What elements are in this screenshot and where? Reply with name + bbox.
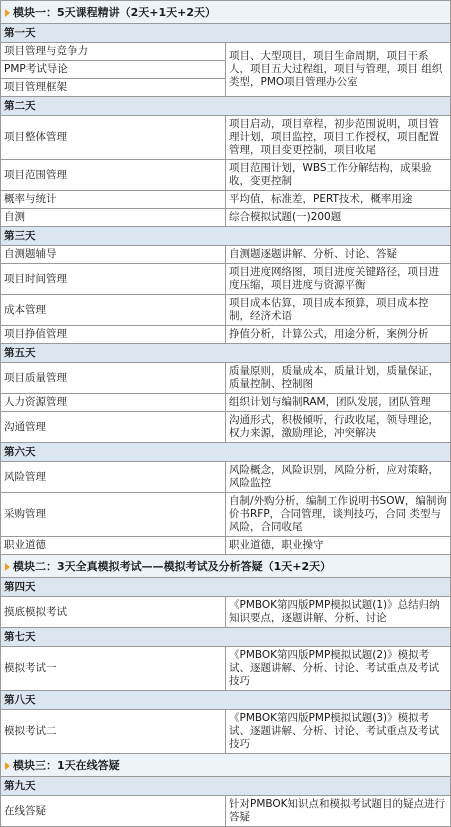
table-row xyxy=(1,116,451,160)
day-title: 第六天 xyxy=(1,443,451,462)
content-cell: 质量原则，质量成本，质量计划，质量保证，质量控制、控制图 xyxy=(226,363,451,394)
content-cell: 综合模拟试题(一)200题 xyxy=(226,209,451,227)
content-cell: 《PMBOK第四版PMP模拟试题(1)》总结归纳知识要点，逐题讲解、分析、讨论 xyxy=(226,597,451,628)
topic-cell: 项目管理与竞争力 xyxy=(1,43,226,61)
day-title: 第九天 xyxy=(1,777,451,796)
table-row xyxy=(1,394,451,412)
table-row xyxy=(1,264,451,295)
content-cell: 《PMBOK第四版PMP模拟试题(2)》模拟考试、逐题讲解、分析、讨论、考试重点及考试技巧 xyxy=(226,647,451,691)
day-title: 第七天 xyxy=(1,628,451,647)
content-cell: 组织计划与编制RAM，团队发展，团队管理 xyxy=(226,394,451,412)
topic-cell: 项目时间管理 xyxy=(1,264,226,295)
day-title: 第三天 xyxy=(1,227,451,246)
day-header-row xyxy=(1,443,451,462)
topic-cell: 风险管理 xyxy=(1,462,226,493)
content-cell: 平均值，标准差，PERT技术，概率用途 xyxy=(226,191,451,209)
topic-cell: 摸底模拟考试 xyxy=(1,597,226,628)
topic-cell: 项目挣值管理 xyxy=(1,326,226,344)
day-header-row xyxy=(1,344,451,363)
module-title: 模块三：1天在线答疑 xyxy=(13,758,120,772)
table-row xyxy=(1,43,451,61)
topic-cell: 自测 xyxy=(1,209,226,227)
content-cell: 《PMBOK第四版PMP模拟试题(3)》模拟考试、逐题讲解、分析、讨论、考试重点及考试技巧 xyxy=(226,710,451,754)
day-header-row xyxy=(1,578,451,597)
topic-cell: 项目整体管理 xyxy=(1,116,226,160)
table-row xyxy=(1,209,451,227)
flag-icon xyxy=(5,762,10,770)
table-row xyxy=(1,493,451,537)
table-row xyxy=(1,412,451,443)
topic-cell: 模拟考试一 xyxy=(1,647,226,691)
content-cell: 项目启动，项目章程，初步范围说明，项目管理计划，项目监控，项目工作授权，项目配置管理，项目变更控制，项目收尾 xyxy=(226,116,451,160)
day-title: 第一天 xyxy=(1,24,451,43)
module-header-cell xyxy=(1,1,451,24)
topic-cell: 采购管理 xyxy=(1,493,226,537)
table-row xyxy=(1,191,451,209)
module-header-row xyxy=(1,555,451,578)
day-header-row xyxy=(1,24,451,43)
day-header-row xyxy=(1,227,451,246)
topic-cell: 沟通管理 xyxy=(1,412,226,443)
module-header-cell xyxy=(1,754,451,777)
module-title: 模块一：5天课程精讲（2天+1天+2天） xyxy=(13,5,217,19)
table-row xyxy=(1,597,451,628)
topic-cell: 自测题辅导 xyxy=(1,246,226,264)
flag-icon xyxy=(5,9,10,17)
day-header-row xyxy=(1,777,451,796)
day-title: 第五天 xyxy=(1,344,451,363)
topic-cell: 人力资源管理 xyxy=(1,394,226,412)
topic-cell: 概率与统计 xyxy=(1,191,226,209)
course-schedule-body xyxy=(1,1,451,827)
content-cell: 挣值分析，计算公式，用途分析，案例分析 xyxy=(226,326,451,344)
topic-cell: 项目范围管理 xyxy=(1,160,226,191)
content-cell: 职业道德，职业操守 xyxy=(226,537,451,555)
table-row xyxy=(1,246,451,264)
flag-icon xyxy=(5,563,10,571)
table-row xyxy=(1,796,451,827)
content-cell: 自制/外购分析，编制工作说明书SOW，编制询价书RFP，合同管理，谈判技巧，合同 类型与风险，合同收尾 xyxy=(226,493,451,537)
topic-cell: 项目质量管理 xyxy=(1,363,226,394)
content-cell: 项目成本估算，项目成本预算，项目成本控制，经济术语 xyxy=(226,295,451,326)
day-title: 第二天 xyxy=(1,97,451,116)
topic-cell: 成本管理 xyxy=(1,295,226,326)
content-cell: 项目进度网络图，项目进度关键路径，项目进度压缩，项目进度与资源平衡 xyxy=(226,264,451,295)
day-header-row xyxy=(1,691,451,710)
content-cell: 风险概念，风险识别，风险分析，应对策略，风险监控 xyxy=(226,462,451,493)
table-row xyxy=(1,326,451,344)
table-row xyxy=(1,710,451,754)
table-row xyxy=(1,647,451,691)
module-title: 模块二：3天全真模拟考试——模拟考试及分析答疑（1天+2天） xyxy=(13,559,332,573)
topic-cell: 项目管理框架 xyxy=(1,79,226,97)
topic-cell: 职业道德 xyxy=(1,537,226,555)
content-cell: 针对PMBOK知识点和模拟考试题目的疑点进行答疑 xyxy=(226,796,451,827)
content-cell: 沟通形式，积极倾听，行政收尾，领导理论，权力来源，激励理论，冲突解决 xyxy=(226,412,451,443)
table-row xyxy=(1,462,451,493)
table-row xyxy=(1,363,451,394)
table-row xyxy=(1,537,451,555)
day-title: 第八天 xyxy=(1,691,451,710)
day-title: 第四天 xyxy=(1,578,451,597)
day-header-row xyxy=(1,628,451,647)
topic-cell: 模拟考试二 xyxy=(1,710,226,754)
day-header-row xyxy=(1,97,451,116)
content-cell: 自测题逐题讲解、分析、讨论、答疑 xyxy=(226,246,451,264)
topic-cell: 在线答疑 xyxy=(1,796,226,827)
module-header-row xyxy=(1,754,451,777)
module-header-row xyxy=(1,1,451,24)
table-row xyxy=(1,295,451,326)
content-cell: 项目范围计划，WBS工作分解结构，成果验收，变更控制 xyxy=(226,160,451,191)
topic-cell: PMP考试导论 xyxy=(1,61,226,79)
content-cell: 项目、大型项目，项目生命周期，项目干系人，项目五大过程组，项目与管理，项目 组织类型，PMO项目管理办公室 xyxy=(226,43,451,97)
table-row xyxy=(1,160,451,191)
module-header-cell xyxy=(1,555,451,578)
